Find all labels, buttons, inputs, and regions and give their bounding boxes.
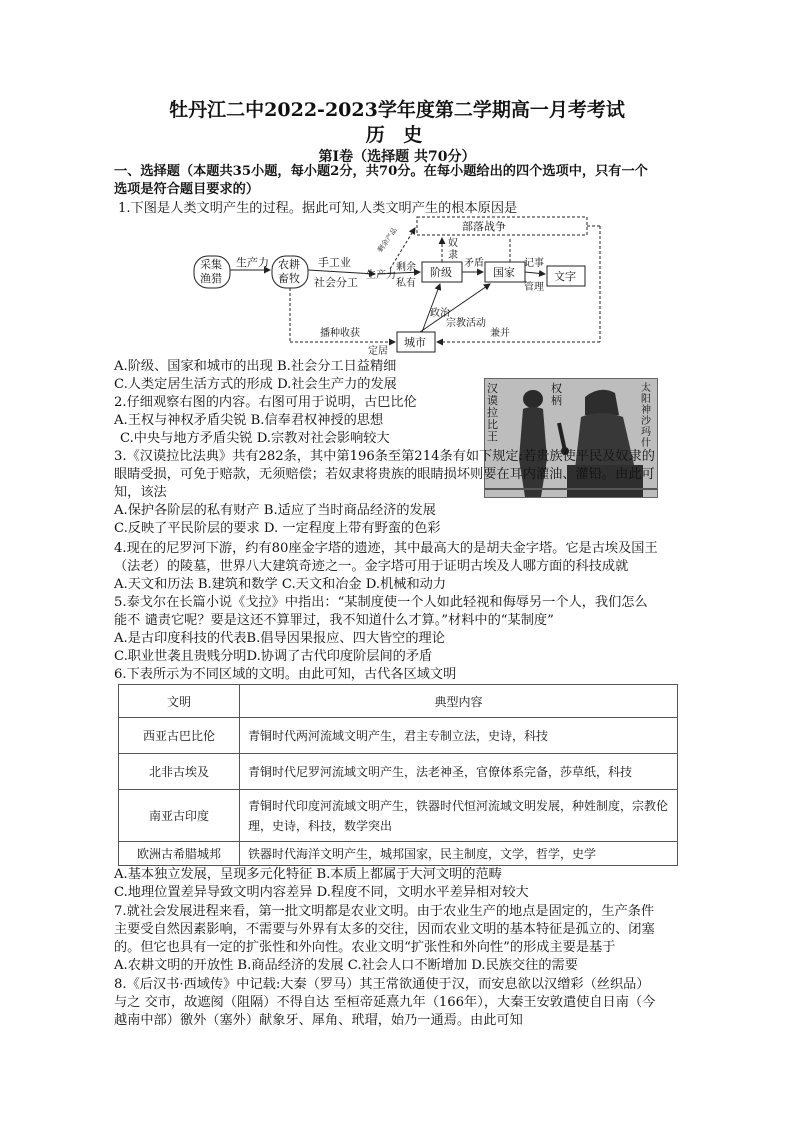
label-char: 沙 <box>641 416 651 427</box>
table-cell-content: 青铜时代尼罗河流域文明产生，法老神圣，官僚体系完备，莎草纸，科技 <box>240 754 678 790</box>
table-row <box>119 754 678 790</box>
section-heading-line1: 一、选择题（本题共35小题，每小题2分，共70分。在每小题给出的四个选项中，只有一个 <box>114 164 648 179</box>
label-scepter <box>551 383 565 407</box>
civilization-diagram <box>190 214 610 358</box>
q8-line1: 8.《后汉书·西域传》中记载:大秦（罗马）其王常欲通使于汉，而安息欲以汉缯彩（丝织品） <box>114 977 650 992</box>
node-gathering-2: 渔猎 <box>200 272 222 285</box>
label-private: 私有 <box>396 278 416 289</box>
civilization-table <box>118 684 678 866</box>
label-slave-1: 奴 <box>448 238 458 249</box>
label-char: 阳 <box>641 394 651 405</box>
table-cell-content: 铁器时代海洋文明产生，城邦国家，民主制度，文学，哲学，史学 <box>240 842 678 866</box>
q1-options-ab: A.阶级、国家和城市的出现 B.社会分工日益精细 <box>114 359 397 374</box>
q4-line1: 4.现在的尼罗河下游，约有80座金字塔的遗迹，其中最高大的是胡夫金字塔。它是古埃及国王 <box>114 541 658 556</box>
node-farming-2: 畜牧 <box>278 272 300 285</box>
label-record: 记事 <box>524 258 544 269</box>
q3-line1: 3.《汉谟拉比法典》共有282条，其中第196条至第214条有如下规定:若贵族使平民及奴隶的 <box>114 449 655 464</box>
q7-options: A.农耕文明的开放性 B.商品经济的发展 C.社会人口不断增加 D.民族交往的需要 <box>114 958 578 973</box>
label-char: 神 <box>641 405 651 416</box>
label-productivity-2: 生产力 <box>366 270 396 281</box>
q6-options-cd: C.地理位置差异导致文明内容差异 D.程度不同，文明水平差异相对较大 <box>114 885 529 900</box>
label-hammurabi <box>487 383 501 443</box>
q3-options-ab: A.保护各阶层的私有财产 B.适应了当时商品经济的发展 <box>114 503 436 518</box>
label-char: 比 <box>487 418 498 431</box>
node-state: 国家 <box>493 266 515 279</box>
node-gathering-1: 采集 <box>200 258 222 271</box>
q8-line3: 越南中部）徼外（塞外）献象牙、犀角、玳瑁，始乃一通焉。由此可知 <box>114 1013 523 1028</box>
table-header-content: 典型内容 <box>240 685 678 718</box>
label-religion: 宗教活动 <box>446 318 486 329</box>
label-char: 权 <box>551 382 562 395</box>
label-surplus-product: 剩余产品 <box>376 226 399 254</box>
exam-title: 牡丹江二中2022-2023学年度第二学期高一月考考试 <box>169 99 625 121</box>
q7-line3: 的。但它也具有一定的扩张性和外向性。农业文明“扩张性和外向性”的形成主要是基于 <box>114 940 616 955</box>
q3-line3: 知，该法 <box>114 485 167 500</box>
label-char: 柄 <box>551 394 562 407</box>
label-char: 谟 <box>487 394 498 407</box>
node-writing: 文字 <box>554 270 576 283</box>
q8-line2: 与之 交市，故遮阂（阻隔）不得自达 至桓帝延熹九年（166年），大秦王安敦遣使自日南（今 <box>114 995 656 1010</box>
q5-options-ab: A.是古印度科技的代表B.倡导因果报应、四大皆空的理论 <box>114 631 445 646</box>
table-row <box>119 718 678 754</box>
label-manage: 管理 <box>524 282 544 293</box>
label-division: 社会分工 <box>314 276 358 289</box>
table-cell-civilization: 欧洲古希腊城邦 <box>119 842 240 866</box>
volume-title: 第Ⅰ卷（选择题 共70分） <box>318 149 476 165</box>
q1-options-cd: C.人类定居生活方式的形成 D.社会生产力的发展 <box>114 377 397 392</box>
subject-title: 历 史 <box>365 124 429 146</box>
q2-options-cd: C.中央与地方矛盾尖锐 D.宗教对社会影响较大 <box>120 431 390 446</box>
label-productivity-1: 生产力 <box>236 256 269 269</box>
label-char: 什 <box>641 438 651 449</box>
label-tribal-war: 部落战争 <box>462 220 506 233</box>
node-city: 城市 <box>404 336 426 349</box>
label-contradiction: 矛盾 <box>464 258 484 269</box>
table-cell-civilization: 西亚古巴比伦 <box>119 718 240 754</box>
label-sun-god <box>641 383 655 449</box>
q1-stem: 1.下图是人类文明产生的过程。据此可知,人类文明产生的根本原因是 <box>118 201 518 216</box>
label-char: 汉 <box>487 382 498 395</box>
q6-stem: 6.下表所示为不同区域的文明。由此可知，古代各区域文明 <box>114 667 457 682</box>
label-char: 拉 <box>487 406 498 419</box>
q2-stem: 2.仔细观察右图的内容。右图可用于说明，古巴比伦 <box>114 395 417 410</box>
label-politics: 政治 <box>430 308 450 319</box>
q4-line2: （法老）的陵墓，世界八大建筑奇迹之一。金字塔可用于证明古埃及人哪方面的科技成就 <box>114 559 629 574</box>
label-surplus: 剩余 <box>396 262 416 273</box>
q5-line2: 能不 谴责它呢？要是这还不算罪过，我不知道什么才算。”材料中的“某制度” <box>114 613 554 628</box>
label-slave-2: 隶 <box>448 250 458 261</box>
table-header-row <box>119 685 678 718</box>
q6-options-ab: A.基本独立发展，呈现多元化特征 B.本质上都属于大河文明的范畴 <box>114 867 502 882</box>
label-handicraft: 手工业 <box>318 256 351 269</box>
label-farming: 播种收获 <box>320 328 360 339</box>
table-cell-civilization: 南亚古印度 <box>119 790 240 842</box>
q5-line1: 5.泰戈尔在长篇小说《戈拉》中指出：“某制度使一个人如此轻视和侮辱另一个人，我们怎么 <box>114 595 648 610</box>
node-class: 阶级 <box>430 266 452 279</box>
table-cell-content: 青铜时代两河流域文明产生，君主专制立法，史诗，科技 <box>240 718 678 754</box>
label-merge: 兼并 <box>490 328 510 339</box>
table-cell-civilization: 北非古埃及 <box>119 754 240 790</box>
label-char: 太 <box>641 383 651 394</box>
q7-line1: 7.就社会发展进程来看，第一批文明都是农业文明。由于农业生产的地点是固定的，生产条件 <box>114 904 655 919</box>
table-header-civilization: 文明 <box>119 685 240 718</box>
section-heading-line2: 选项是符合题目要求的） <box>114 182 260 197</box>
label-char: 玛 <box>641 427 651 438</box>
q3-options-cd: C.反映了平民阶层的要求 D. 一定程度上带有野蛮的色彩 <box>114 521 441 536</box>
table-row <box>119 842 678 866</box>
q3-line2: 眼睛受损，可免于赔款，无须赔偿；若奴隶将贵族的眼睛损坏则要在耳内灌油、灌铅。由此可 <box>114 467 655 482</box>
table-cell-content: 青铜时代印度河流域文明产生，铁器时代恒河流域文明发展，种姓制度，宗教伦理，史诗，科技，数学突出 <box>240 790 678 842</box>
table-row <box>119 790 678 842</box>
q2-options-ab: A.王权与神权矛盾尖锐 B.信奉君权神授的思想 <box>114 413 384 428</box>
q5-options-cd: C.职业世袭且贵贱分明D.协调了古代印度阶层间的矛盾 <box>114 649 433 664</box>
q7-line2: 主要受自然因素影响，不需要与外界有太多的交往，因而农业文明的基本特征是孤立的、闭塞 <box>114 922 655 937</box>
label-settle: 定居 <box>368 346 388 357</box>
node-farming-1: 农耕 <box>278 258 300 271</box>
q4-options: A.天文和历法 B.建筑和数学 C.天文和冶金 D.机械和动力 <box>114 577 447 592</box>
label-char: 王 <box>487 430 498 443</box>
